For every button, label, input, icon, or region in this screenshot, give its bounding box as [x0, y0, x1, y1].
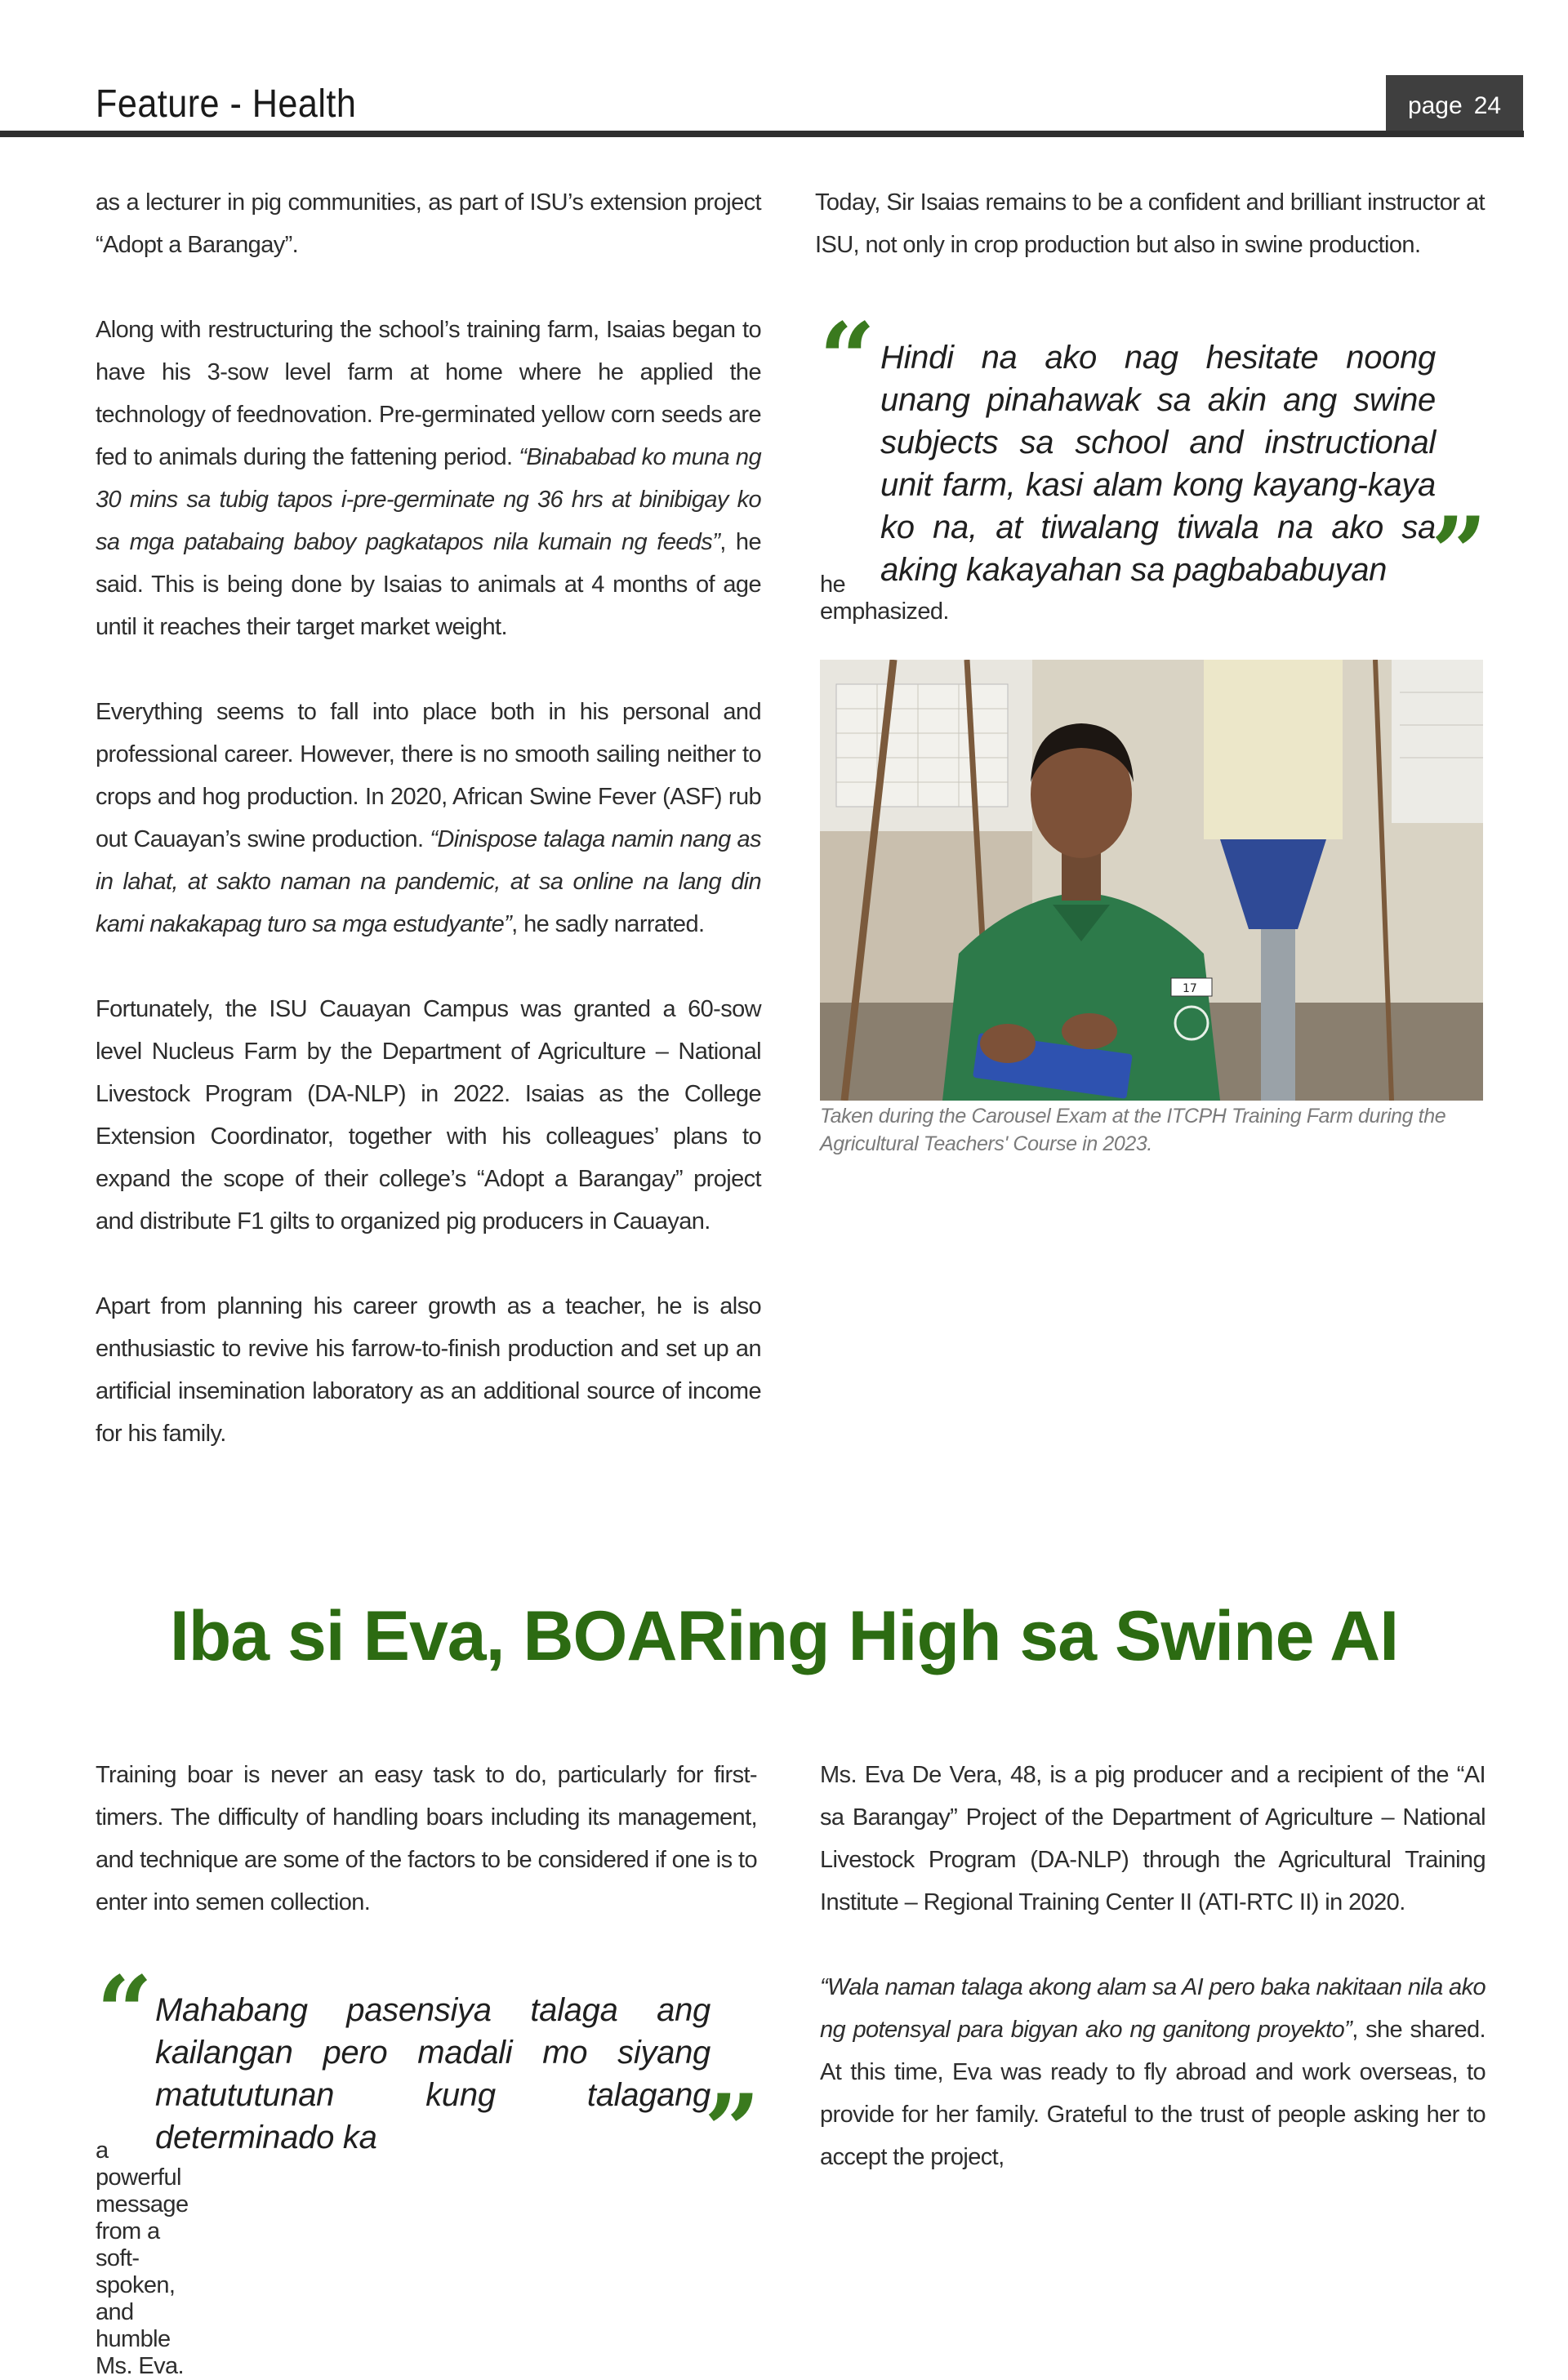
quote-attribution: he emphasized.: [820, 572, 949, 625]
paragraph-text: Along with restructuring the school’s training farm, Isaias began to have his 3-sow level farm at home where he applied the technology of feednovation. Pre-germinated yellow corn seeds are fed to animals during the fattening period.: [96, 317, 761, 470]
paragraph-text: , she shared. At this time, Eva was ready to fly abroad and work overseas, to provide for her family. Grateful to the trust of people asking her to accept the project,: [820, 2017, 1486, 2170]
paragraph: Fortunately, the ISU Cauayan Campus was granted a 60-sow level Nucleus Farm by the Department of Agriculture – National Livestock Program (DA-NLP) in 2022. Isaias as the College Extension Coordinator, together with his colleagues’ plans to expand the scope of their college’s “Adopt a Barangay” project and distribute F1 gilts to organized pig producers in Cauayan.: [96, 996, 761, 1234]
paragraph: [96, 309, 761, 648]
paragraph: as a lecturer in pig communities, as part of ISU’s extension project “Adopt a Barangay”.: [96, 189, 761, 258]
photo-caption: Taken during the Carousel Exam at the ITCPH Training Farm during the Agricultural Teachers' Course in 2023.: [820, 1105, 1446, 1155]
open-quote-icon: “: [819, 301, 876, 416]
right-column-intro: [815, 181, 1485, 266]
paragraph-text: , he said. This is being done by Isaias to animals at 4 months of age until it reaches their target market weight.: [96, 529, 761, 640]
page-number-badge: [1386, 75, 1523, 137]
inline-quote: “Wala naman talaga akong alam sa AI pero baka nakitaan nila ako ng potensyal para bigyan ako ng ganitong proyekto”: [820, 1974, 1486, 2043]
paragraph: Training boar is never an easy task to do, particularly for first-timers. The difficulty of handling boars including its management, and technique are some of the factors to be considered if one is to enter into semen collection.: [96, 1762, 757, 1915]
paragraph: Apart from planning his career growth as a teacher, he is also enthusiastic to revive his farrow-to-finish production and set up an artificial insemination laboratory as an additional source of income for his family.: [96, 1293, 761, 1447]
pull-quote-text: Hindi na ako nag hesitate noong unang pinahawak sa akin ang swine subjects sa school and instructional unit farm, kasi alam kong kayang-kaya ko na, at tiwalang tiwala na ako sa aking kakayahan sa pagbababuyan: [880, 340, 1436, 588]
paragraph: Today, Sir Isaias remains to be a confident and brilliant instructor at ISU, not only in crop production but also in swine production.: [815, 189, 1485, 258]
article-headline: Iba si Eva, BOARing High sa Swine AI: [169, 1597, 1399, 1675]
left-column: [96, 181, 761, 1455]
paragraph-text: Everything seems to fall into place both in his personal and professional career. However, there is no smooth sailing neither to crops and hog production. In 2020, African Swine Fever (ASF) rub out Cauayan’s swine production.: [96, 699, 761, 852]
inline-quote: “Binababad ko muna ng 30 mins sa tubig tapos i-pre-germinate ng 36 hrs at binibigay ko sa mga patabaing baboy pagkatapos nila kumain ng feeds”: [96, 444, 761, 555]
article2-left-column: [96, 1754, 757, 1924]
inline-quote: “Dinispose talaga namin nang as in lahat, at sakto naman na pandemic, at sa online na lang din kami nakakapag turo sa mga estudyante”: [96, 826, 761, 937]
paragraph: [96, 691, 761, 945]
section-title: Feature - Health: [96, 82, 357, 126]
close-quote-icon: ”: [1431, 496, 1488, 611]
paragraph: [820, 1966, 1486, 2178]
paragraph-text: , he sadly narrated.: [511, 911, 705, 937]
open-quote-icon: “: [96, 1955, 154, 2070]
article2-right-column: [820, 1754, 1486, 2178]
page-label: page: [1407, 92, 1463, 119]
close-quote-icon: ”: [704, 2073, 761, 2188]
page-number: 24: [1473, 92, 1502, 119]
pull-quote-text: Mahabang pasensiya talaga ang kailangan pero madali mo siyang matututunan kung talagang determinado ka: [155, 1992, 710, 2155]
quote-attribution: a powerful message from a soft-spoken, and humble Ms. Eva.: [96, 2138, 189, 2379]
header-rule: [0, 131, 1524, 137]
student-photo: [820, 660, 1483, 1101]
shirt-badge-number: 17: [1183, 982, 1197, 995]
paragraph: Ms. Eva De Vera, 48, is a pig producer and a recipient of the “AI sa Barangay” Project of the Department of Agriculture – National Livestock Program (DA-NLP) through the Agricultural Training Institute – Regional Training Center II (ATI-RTC II) in 2020.: [820, 1762, 1486, 1915]
